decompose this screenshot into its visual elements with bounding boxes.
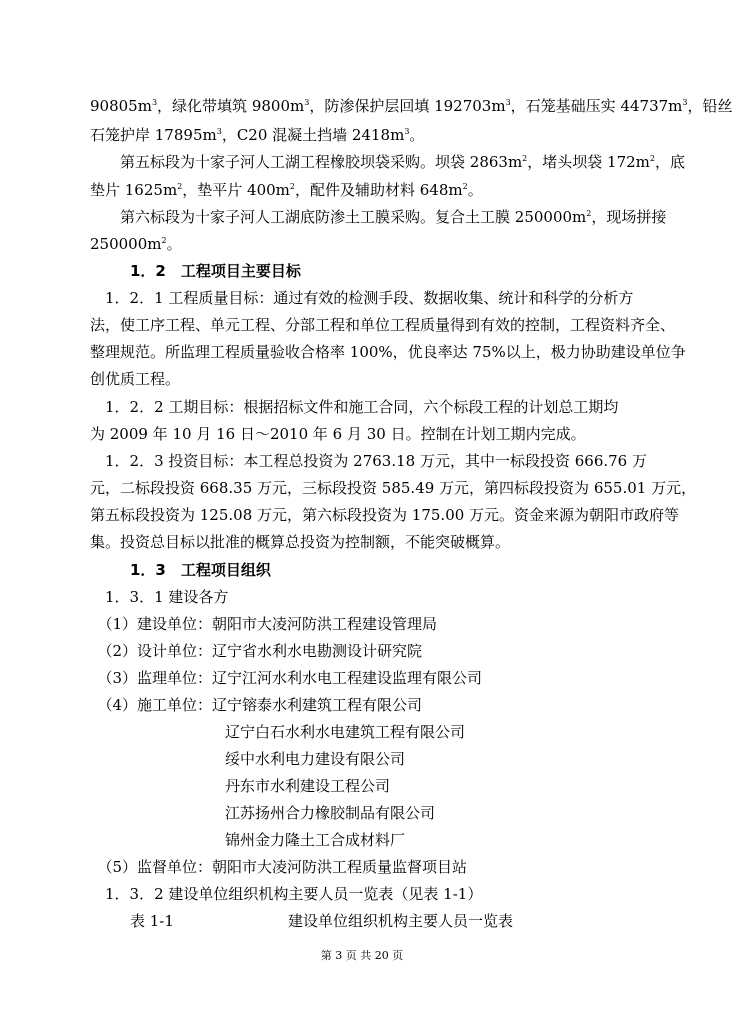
paragraph-line: 元，二标段投资 668.35 万元，三标段投资 585.49 万元，第四标段投资为 655.01 万元，: [90, 479, 697, 497]
list-item: 锦州金力隆土工合成材料厂: [90, 831, 406, 849]
section-heading-1-3: 1．3 工程项目组织: [130, 561, 271, 579]
intro-line: 第六标段为十家子河人工湖底防渗土工膜采购。复合土工膜 $250000m^2$，现场拼接: [90, 208, 667, 226]
section-heading-1-2: 1．2 工程项目主要目标: [130, 262, 301, 280]
intro-line: $250000m^2$。: [90, 235, 182, 253]
paragraph-line: 集。投资总目标以批准的概算总投资为控制额，不能突破概算。: [90, 533, 511, 551]
paragraph-line: 法，使工序工程、单元工程、分部工程和单位工程质量得到有效的控制，工程资料齐全、: [90, 316, 676, 334]
intro-line: 石笼护岸 $17895m^3$，C20 混凝土挡墙 $2418m^3$。: [90, 126, 425, 144]
list-item: 丹东市水利建设工程公司: [90, 777, 391, 795]
table-title: 建设单位组织机构主要人员一览表: [288, 912, 514, 930]
paragraph-line: 1．3．1 建设各方: [90, 588, 229, 606]
paragraph-line: 整理规范。所监理工程质量验收合格率 100%，优良率达 75%以上，极力协助建设单位争: [90, 343, 686, 361]
list-item: （4）施工单位：辽宁镕泰水利建筑工程有限公司: [90, 696, 423, 714]
list-item: （2）设计单位：辽宁省水利水电勘测设计研究院: [90, 642, 423, 660]
intro-line: 第五标段为十家子河人工湖工程橡胶坝袋采购。坝袋 $2863m^2$，堵头坝袋 $172m^2$，底: [90, 153, 685, 171]
paragraph-line: 1．2．1 工程质量目标：通过有效的检测手段、数据收集、统计和科学的分析方: [90, 289, 634, 307]
intro-line: 垫片 $1625m^2$，垫平片 $400m^2$，配件及辅助材料 $648m^2$。: [90, 181, 483, 199]
list-item: （1）建设单位：朝阳市大凌河防洪工程建设管理局: [90, 615, 438, 633]
paragraph-line: 1．2．3 投资目标：本工程总投资为 2763.18 万元，其中一标段投资 666.76 万: [90, 452, 647, 470]
paragraph-line: 创优质工程。: [90, 370, 181, 388]
paragraph-line: 1．3．2 建设单位组织机构主要人员一览表（见表 1-1）: [90, 885, 483, 903]
list-item: 辽宁白石水利水电建筑工程有限公司: [90, 723, 466, 741]
list-item: （3）监理单位：辽宁江河水利水电工程建设监理有限公司: [90, 669, 483, 687]
page-number-footer: 第 3 页 共 20 页: [320, 949, 404, 962]
paragraph-line: 为 2009 年 10 月 16 日～2010 年 6 月 30 日。控制在计划工期内完成。: [90, 425, 586, 443]
paragraph-line: 1．2．2 工期目标：根据招标文件和施工合同，六个标段工程的计划总工期均: [90, 398, 619, 416]
list-item: 绥中水利电力建设有限公司: [90, 750, 406, 768]
table-label: 表 1-1: [130, 912, 174, 930]
list-item: （5）监督单位：朝阳市大凌河防洪工程质量监督项目站: [90, 858, 468, 876]
intro-line: $90805m^3$，绿化带填筑 $9800m^3$，防渗保护层回填 $192703m^3$，石笼基础压实 $44737m^3$，铅丝: [90, 97, 733, 115]
paragraph-line: 第五标段投资为 125.08 万元，第六标段投资为 175.00 万元。资金来源为朝阳市政府等: [90, 506, 680, 524]
list-item: 江苏扬州合力橡胶制品有限公司: [90, 804, 436, 822]
